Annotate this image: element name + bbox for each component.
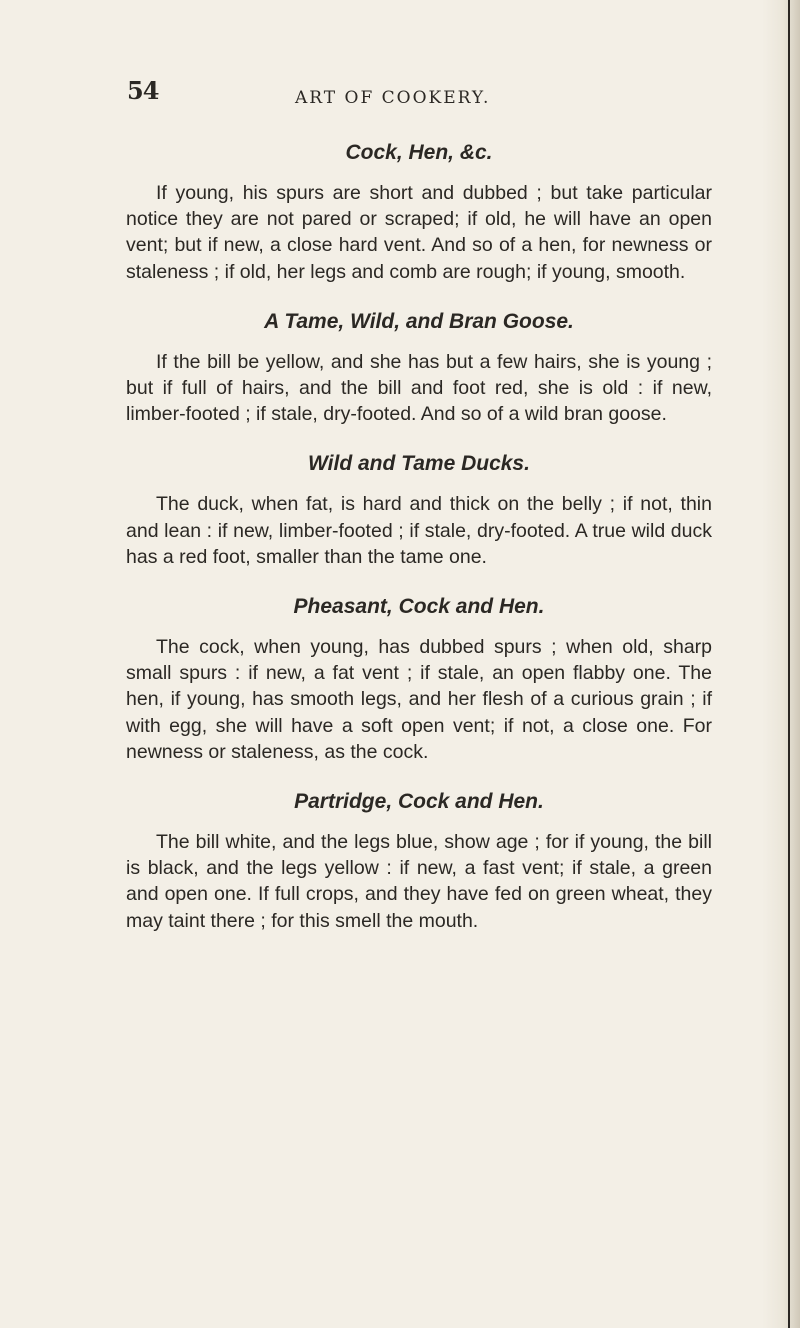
page-number: 54 (127, 76, 159, 105)
section-paragraph: The duck, when fat, is hard and thick on the belly ; if not, thin and lean : if new, limber-footed ; if stale, dry-footed. A true wild duck has a red foot, smaller than the tame one. (126, 493, 712, 568)
section-cock-hen (126, 138, 712, 285)
section-ducks (126, 449, 712, 570)
section-heading: Partridge, Cock and Hen. (294, 790, 544, 814)
section-pheasant (126, 592, 712, 765)
section-heading: A Tame, Wild, and Bran Goose. (264, 309, 574, 333)
page-body (126, 138, 712, 956)
page-header (0, 76, 800, 106)
running-head: ART OF COOKERY. (295, 88, 491, 108)
section-paragraph: The bill white, and the legs blue, show age ; for if young, the bill is black, and the legs yellow : if new, a fast vent; if stale, a green and open one. If full crops, and they have fed on green wheat, they may taint there ; for this smell the mouth. (126, 831, 712, 932)
section-paragraph: If the bill be yellow, and she has but a few hairs, she is young ; but if full of hairs, and the bill and foot red, she is old : if new, limber-footed ; if stale, dry-footed. And so of a wild bran goose. (126, 350, 712, 426)
page-edge-line (788, 0, 790, 1328)
section-partridge (126, 787, 712, 934)
section-paragraph: If young, his spurs are short and dubbed ; but take particular notice they are not pared or scraped; if old, he will have an open vent; but if new, a close hard vent. And so of a hen, for newness or staleness ; if old, her legs and comb are rough; if young, smooth. (126, 182, 712, 283)
page-edge-shadow (762, 0, 800, 1328)
section-paragraph: The cock, when young, has dubbed spurs ; when old, sharp small spurs : if new, a fat vent ; if stale, an open flabby one. The hen, if young, has smooth legs, and her flesh of a curious grain ; if with egg, she will have a soft open vent; if not, a close one. For newness or staleness, as the cock. (126, 636, 712, 763)
section-heading: Cock, Hen, &c. (345, 141, 493, 164)
section-heading: Pheasant, Cock and Hen. (293, 595, 545, 619)
section-goose (126, 307, 712, 428)
section-heading: Wild and Tame Ducks. (308, 452, 530, 476)
